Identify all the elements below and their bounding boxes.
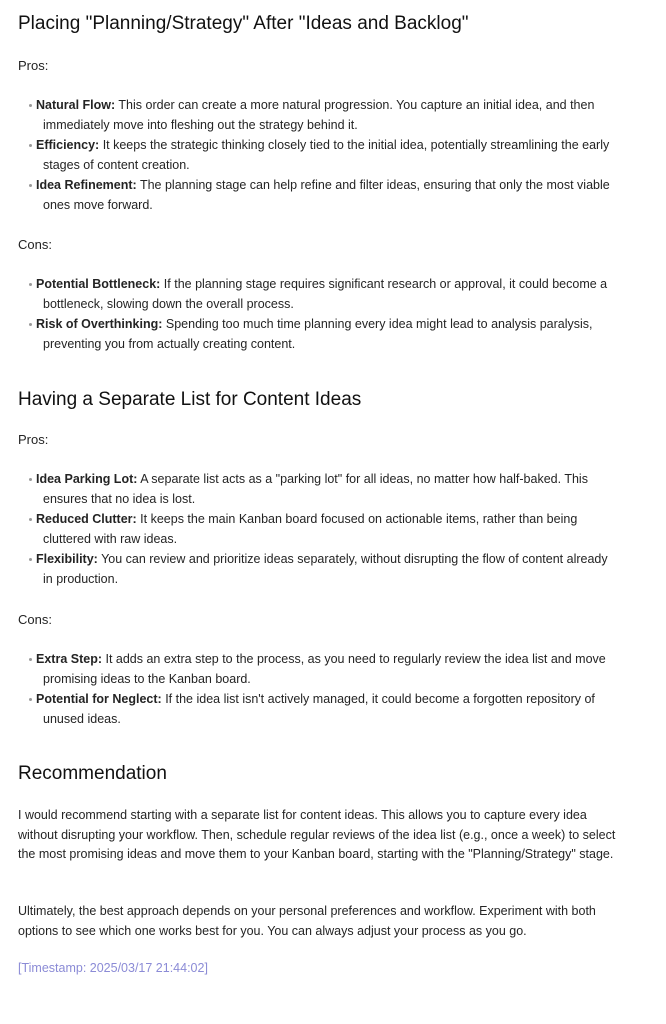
section2-cons-list: [18, 649, 618, 729]
timestamp: [Timestamp: 2025/03/17 21:44:02]: [18, 961, 208, 975]
recommendation-title: Recommendation: [18, 763, 167, 784]
recommendation-paragraph-1: I would recommend starting with a separate list for content ideas. This allows you to capture every idea without disrupting your workflow. Then, schedule regular reviews of the idea list (e.g., once a week) to select the most promising ideas and move them to your Kanban board, starting with the "Planning/Strategy" stage.: [18, 808, 616, 861]
section2-pros-list: [18, 469, 618, 589]
list-item: Extra Step: It adds an extra step to the process, as you need to regularly review the idea list and move promising ideas to the Kanban board.: [18, 649, 618, 689]
section1-title: Placing "Planning/Strategy" After "Ideas and Backlog": [18, 13, 469, 34]
list-item: Efficiency: It keeps the strategic thinking closely tied to the initial idea, potentially streamlining the early stages of content creation.: [18, 135, 618, 175]
section1-cons-list: [18, 274, 618, 354]
section2-pros-label: Pros:: [18, 432, 49, 447]
section1-cons-label: Cons:: [18, 237, 52, 252]
section1-pros-list: [18, 95, 618, 215]
section2-cons-label: Cons:: [18, 612, 52, 627]
list-item: Flexibility: You can review and prioritize ideas separately, without disrupting the flow of content already in production.: [18, 549, 618, 589]
list-item: Potential for Neglect: If the idea list isn't actively managed, it could become a forgotten repository of unused ideas.: [18, 689, 618, 729]
recommendation-paragraph-2: Ultimately, the best approach depends on your personal preferences and workflow. Experiment with both options to see which one works best for you. You can always adjust your process as you go.: [18, 904, 596, 938]
section1-pros-label: Pros:: [18, 58, 49, 73]
list-item: Idea Refinement: The planning stage can help refine and filter ideas, ensuring that only the most viable ones move forward.: [18, 175, 618, 215]
list-item: Potential Bottleneck: If the planning stage requires significant research or approval, it could become a bottleneck, slowing down the overall process.: [18, 274, 618, 314]
section2-title: Having a Separate List for Content Ideas: [18, 389, 362, 410]
list-item: Idea Parking Lot: A separate list acts as a "parking lot" for all ideas, no matter how half-baked. This ensures that no idea is lost.: [18, 469, 618, 509]
list-item: Reduced Clutter: It keeps the main Kanban board focused on actionable items, rather than being cluttered with raw ideas.: [18, 509, 618, 549]
list-item: Natural Flow: This order can create a more natural progression. You capture an initial idea, and then immediately move into fleshing out the strategy behind it.: [18, 95, 618, 135]
list-item: Risk of Overthinking: Spending too much time planning every idea might lead to analysis paralysis, preventing you from actually creating content.: [18, 314, 618, 354]
